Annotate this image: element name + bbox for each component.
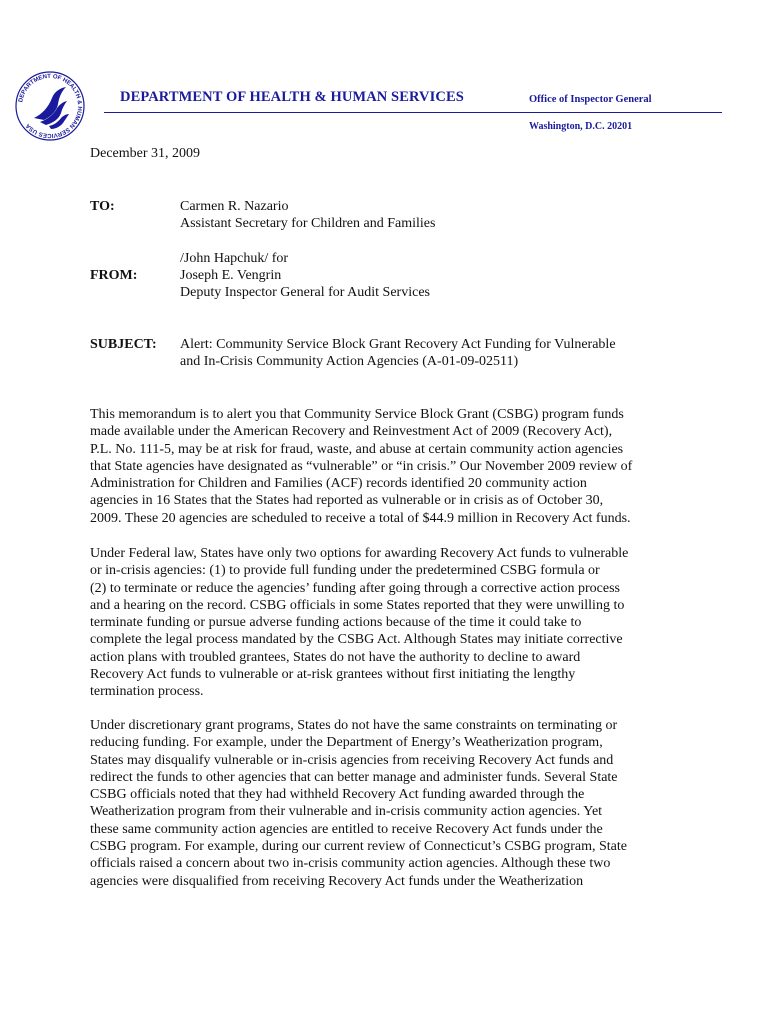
from-title: Deputy Inspector General for Audit Services [180, 285, 430, 300]
seal-ring-text: DEPARTMENT OF HEALTH & HUMAN SERVICES USA [18, 73, 83, 139]
text-line: agencies in 16 States that the States had reported as vulnerable or in crisis as of October 30, [90, 493, 604, 509]
from-label: FROM: [90, 268, 138, 283]
text-line: Recovery Act funds to vulnerable or at-risk grantees without first initiating the lengthy [90, 667, 576, 683]
subject-line-1: Alert: Community Service Block Grant Recovery Act Funding for Vulnerable [180, 337, 616, 352]
text-line: officials raised a concern about two in-crisis community action agencies. Although these two [90, 856, 611, 872]
office-address: Washington, D.C. 20201 [529, 121, 633, 132]
text-line: or in-crisis agencies: (1) to provide full funding under the predetermined CSBG formula or [90, 563, 600, 579]
memo-date: December 31, 2009 [90, 146, 201, 161]
text-line: CSBG program. For example, during our current review of Connecticut’s CSBG program, State [90, 839, 627, 855]
text-line: action plans with troubled grantees, States do not have the authority to decline to award [90, 649, 581, 665]
department-title: DEPARTMENT OF HEALTH & HUMAN SERVICES [120, 89, 464, 105]
text-line: redirect the funds to other agencies that can better manage and administer funds. Several State [90, 769, 618, 785]
body-paragraph-2 [90, 545, 690, 701]
text-line: CSBG officials noted that they had withheld Recovery Act funding awarded through the [90, 787, 585, 803]
text-line: 2009. These 20 agencies are scheduled to receive a total of $44.9 million in Recovery Act funds. [90, 510, 631, 526]
hhs-seal-logo [14, 70, 86, 142]
text-line: P.L. No. 111-5, may be at risk for fraud, waste, and abuse at certain community action agencies [90, 441, 624, 457]
text-line: This memorandum is to alert you that Community Service Block Grant (CSBG) program funds [90, 407, 624, 422]
subject-label: SUBJECT: [90, 337, 157, 352]
text-line: complete the legal process mandated by the CSBG Act. Although States may initiate corrective [90, 632, 623, 648]
body-paragraph-1 [90, 406, 690, 527]
to-title: Assistant Secretary for Children and Families [180, 216, 436, 231]
text-line: Under Federal law, States have only two options for awarding Recovery Act funds to vulnerable [90, 546, 629, 561]
text-line: Weatherization program from their vulnerable and in-crisis community action agencies. Yet [90, 804, 603, 820]
text-line: termination process. [90, 684, 204, 700]
text-line: (2) to terminate or reduce the agencies’ funding after going through a corrective action process [90, 580, 620, 596]
text-line: agencies were disqualified from receiving Recovery Act funds under the Weatherization [90, 873, 584, 889]
text-line: Under discretionary grant programs, States do not have the same constraints on terminating or [90, 718, 618, 733]
text-line: and a hearing on the record. CSBG officials in some States reported that they were unwilling to [90, 597, 625, 613]
office-title: Office of Inspector General [529, 94, 652, 105]
body-paragraph-3 [90, 717, 690, 890]
text-line: reducing funding. For example, under the Department of Energy’s Weatherization program, [90, 735, 603, 751]
header-divider [104, 112, 722, 113]
to-label: TO: [90, 199, 115, 214]
text-line: Administration for Children and Families (ACF) records identified 20 community action [90, 476, 587, 492]
from-name: Joseph E. Vengrin [180, 268, 282, 283]
subject-line-2: and In-Crisis Community Action Agencies (A-01-09-02511) [180, 354, 519, 369]
from-signature: /John Hapchuk/ for [180, 251, 289, 266]
to-name: Carmen R. Nazario [180, 199, 289, 214]
text-line: these same community action agencies are entitled to receive Recovery Act funds under the [90, 821, 603, 837]
text-line: made available under the American Recovery and Reinvestment Act of 2009 (Recovery Act), [90, 424, 613, 440]
text-line: States may disqualify vulnerable or in-crisis agencies from receiving Recovery Act funds and [90, 752, 614, 768]
text-line: terminate funding or pursue adverse funding actions because of the time it could take to [90, 615, 582, 631]
text-line: that State agencies have designated as “vulnerable” or “in crisis.” Our November 2009 review of [90, 458, 633, 474]
